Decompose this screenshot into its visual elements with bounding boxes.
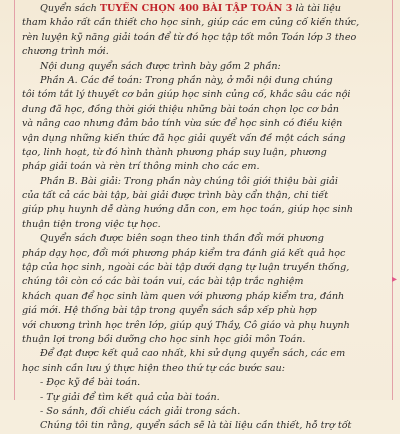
- text-line: Phần B. Bài giải: Trong phần này chúng tôi giới thiệu bài giải: [40, 175, 338, 187]
- text-line: Nội dung quyển sách được trình bày gồm 2 phần:: [40, 60, 281, 72]
- text-line: tham khảo rất cần thiết cho học sinh, giúp các em củng cố kiến thức,: [22, 17, 360, 29]
- text-line: vận dụng những kiến thức đã học giải quyết vấn đề một cách sáng: [22, 132, 346, 144]
- paragraph: [22, 232, 388, 347]
- preface-text: [22, 2, 388, 434]
- text-line: - Tự giải để tìm kết quả của bài toán.: [40, 391, 220, 403]
- text-line: giá mới. Hệ thống bài tập trong quyển sách sắp xếp phù hợp: [22, 305, 317, 317]
- text-line: tôi tóm tắt lý thuyết cơ bản giúp học sinh củng cố, khắc sâu các nội: [22, 89, 351, 101]
- text-line: Chúng tôi tin rằng, quyển sách sẽ là tài liệu cần thiết, hỗ trợ tốt: [40, 420, 352, 432]
- text-line: thuận lợi trong bồi dưỡng cho học sinh học giỏi môn Toán.: [22, 333, 306, 345]
- text-line: của tất cả các bài tập, bài giải được trình bày cẩn thận, chi tiết: [22, 190, 329, 202]
- book-title: TUYỂN CHỌN 400 BÀI TẬP TOÁN 3: [99, 3, 293, 14]
- text-line: rèn luyện kỹ năng giải toán để từ đó học tập tốt môn Toán lớp 3 theo: [22, 31, 357, 43]
- paragraph: [22, 419, 388, 433]
- left-margin-line: [14, 0, 15, 400]
- text-line: học sinh cần lưu ý thực hiện theo thứ tự các bước sau:: [22, 362, 285, 374]
- right-margin-line: [392, 0, 393, 400]
- text-line: Quyển sách được biên soạn theo tinh thần đổi mới phương: [40, 233, 324, 245]
- text-span: là tài liệu: [292, 3, 341, 14]
- text-line: thuận tiện trong việc tự học.: [22, 218, 161, 230]
- text-line: - Đọc kỹ đề bài toán.: [40, 377, 141, 389]
- pink-tab-mark: ▸: [392, 274, 398, 285]
- text-line: [22, 2, 388, 16]
- paragraph: [22, 347, 388, 419]
- text-line: chúng tôi còn có các bài toán vui, các bài tập trắc nghiệm: [22, 276, 304, 288]
- paragraph: [22, 2, 388, 60]
- text-line: Để đạt được kết quả cao nhất, khi sử dụng quyển sách, các em: [40, 348, 346, 360]
- paragraph: [22, 74, 388, 175]
- text-line: và nâng cao nhưng đảm bảo tính vừa sức để học sinh có điều kiện: [22, 118, 343, 130]
- paragraph: [22, 60, 388, 74]
- text-line: tạo, linh hoạt, từ đó hình thành phương pháp suy luận, phương: [22, 146, 327, 158]
- text-line: chương trình mới.: [22, 46, 109, 58]
- text-line: dung đã học, đồng thời giới thiệu những bài toán chọn lọc cơ bản: [22, 103, 339, 115]
- text-line: pháp giải toán và rèn trí thông minh cho các em.: [22, 161, 260, 173]
- text-line: giúp phụ huynh dễ dàng hướng dẫn con, em học toán, giúp học sinh: [22, 204, 353, 216]
- text-line: khách quan để học sinh làm quen với phương pháp kiểm tra, đánh: [22, 290, 345, 302]
- text-line: với chương trình học trên lớp, giúp quý Thầy, Cô giáo và phụ huynh: [22, 319, 350, 331]
- text-line: Phần A. Các đề toán: Trong phần này, ở mỗi nội dung chúng: [40, 74, 333, 86]
- paragraph: [22, 175, 388, 233]
- text-span: Quyển sách: [40, 3, 100, 14]
- text-line: pháp dạy học, đổi mới phương pháp kiểm tra đánh giá kết quả học: [22, 247, 346, 259]
- text-line: - So sánh, đối chiếu cách giải trong sách.: [40, 405, 241, 417]
- text-line: tập của học sinh, ngoài các bài tập dưới dạng tự luận truyền thống,: [22, 262, 350, 274]
